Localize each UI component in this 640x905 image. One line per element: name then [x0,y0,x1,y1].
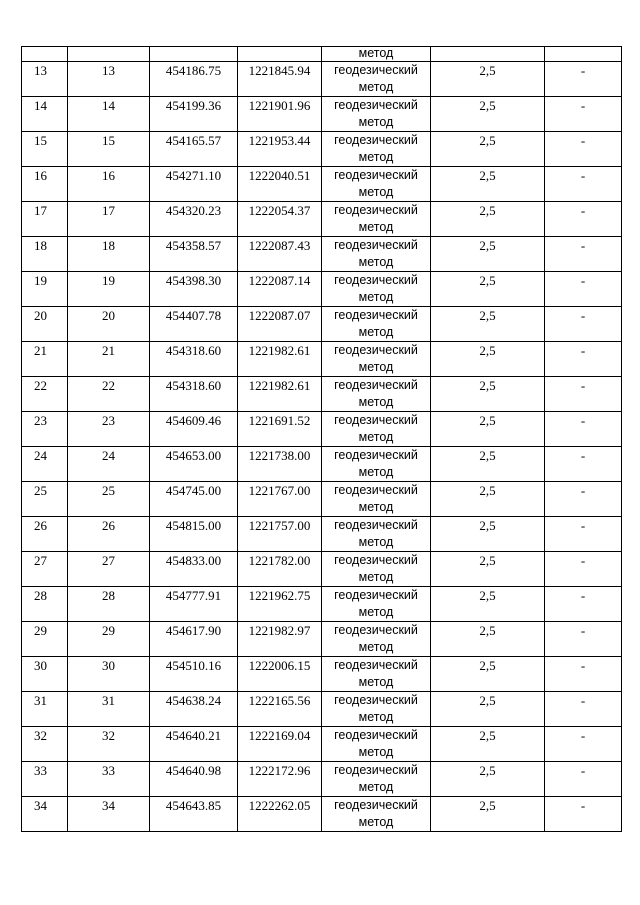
cell-note: - [545,167,622,202]
cell-y: 1221757.00 [238,517,322,552]
cell-x: 454318.60 [150,342,238,377]
cell-note: - [545,272,622,307]
cell-accuracy: 2,5 [431,342,545,377]
cell-point: 17 [68,202,150,237]
cell-y: 1221845.94 [238,62,322,97]
method-line-1: геодезический [334,798,418,812]
cell-y: 1222054.37 [238,202,322,237]
cell-accuracy: 2,5 [431,447,545,482]
cell-point: 13 [68,62,150,97]
cell-number: 25 [22,482,68,517]
cell-note: - [545,552,622,587]
cell-y: 1221982.61 [238,342,322,377]
method-line-1: геодезический [334,553,418,567]
table-row [22,797,622,832]
cell-x: 454643.85 [150,797,238,832]
method-line-2: метод [358,395,394,409]
cell-number: 28 [22,587,68,622]
table-row [22,62,622,97]
cell-accuracy: 2,5 [431,517,545,552]
cell-note: - [545,482,622,517]
cell-method [322,657,431,692]
cell-accuracy: 2,5 [431,412,545,447]
table-row [22,342,622,377]
cell-accuracy: 2,5 [431,657,545,692]
cell-note: - [545,132,622,167]
table-row [22,517,622,552]
cell-method [322,342,431,377]
cell-accuracy: 2,5 [431,377,545,412]
method-line-1: геодезический [334,168,418,182]
cell-method [322,237,431,272]
method-line-2: метод [358,815,394,829]
cell-method [322,692,431,727]
cell-method [322,517,431,552]
cell-y: 1221782.00 [238,552,322,587]
method-line-1: геодезический [334,448,418,462]
cell-number: 22 [22,377,68,412]
cell-x: 454617.90 [150,622,238,657]
method-line-2: метод [358,115,394,129]
cell-number: 34 [22,797,68,832]
method-line-2: метод [358,290,394,304]
cell-x: 454398.30 [150,272,238,307]
cell-y: 1221767.00 [238,482,322,517]
cell-accuracy: 2,5 [431,482,545,517]
method-line-1: геодезический [334,483,418,497]
cell-point: 34 [68,797,150,832]
method-line-1: геодезический [334,63,418,77]
cell-y: 1222087.07 [238,307,322,342]
cell-x: 454358.57 [150,237,238,272]
cell-note: - [545,657,622,692]
cell-note: - [545,797,622,832]
table-row [22,482,622,517]
cell-x: 454609.46 [150,412,238,447]
cell-y: 1221901.96 [238,97,322,132]
table-row [22,97,622,132]
cell-method [322,762,431,797]
coordinates-table [21,46,622,832]
cell-point: 20 [68,307,150,342]
method-line-2: метод [358,255,394,269]
cell-y: 1222169.04 [238,727,322,762]
cell-point: 22 [68,377,150,412]
cell-method [322,552,431,587]
cell-number: 27 [22,552,68,587]
cell-note: - [545,342,622,377]
cell-y: 1221738.00 [238,447,322,482]
cell-x: 454186.75 [150,62,238,97]
cell-note: - [545,377,622,412]
table-row [22,167,622,202]
cell-number: 33 [22,762,68,797]
cell-y: 1222165.56 [238,692,322,727]
cell-method [322,622,431,657]
cell-x: 454271.10 [150,167,238,202]
cell-point: 25 [68,482,150,517]
method-line-2: метод [358,465,394,479]
cell-point: 21 [68,342,150,377]
cell-number: 20 [22,307,68,342]
cell-accuracy: 2,5 [431,307,545,342]
cell-x: 454320.23 [150,202,238,237]
cell-point: 30 [68,657,150,692]
method-line-2: метод [358,80,394,94]
cell-x: 454777.91 [150,587,238,622]
table-row [22,692,622,727]
table-row [22,727,622,762]
method-line-1: геодезический [334,133,418,147]
cell-x: 454638.24 [150,692,238,727]
cell-accuracy: 2,5 [431,237,545,272]
cell-number: 32 [22,727,68,762]
cell-number: 29 [22,622,68,657]
method-line-1: геодезический [334,273,418,287]
cell-x: 454165.57 [150,132,238,167]
cell-y: 1222262.05 [238,797,322,832]
table-row [22,657,622,692]
table-row [22,762,622,797]
cell-point [68,47,150,62]
cell-method [322,167,431,202]
cell-method [322,62,431,97]
cell-y: 1222040.51 [238,167,322,202]
cell-method [322,307,431,342]
cell-accuracy: 2,5 [431,97,545,132]
cell-accuracy: 2,5 [431,692,545,727]
method-line-1: геодезический [334,98,418,112]
cell-x: 454640.21 [150,727,238,762]
cell-number: 13 [22,62,68,97]
cell-method [322,132,431,167]
cell-number: 23 [22,412,68,447]
cell-number: 26 [22,517,68,552]
cell-method [322,97,431,132]
method-line-1: геодезический [334,203,418,217]
cell-accuracy: 2,5 [431,727,545,762]
table-row [22,412,622,447]
table-body [22,47,622,832]
cell-method [322,377,431,412]
cell-x: 454510.16 [150,657,238,692]
cell-note: - [545,202,622,237]
cell-y: 1221982.61 [238,377,322,412]
cell-number: 14 [22,97,68,132]
cell-y: 1221962.75 [238,587,322,622]
cell-number: 18 [22,237,68,272]
cell-accuracy: 2,5 [431,762,545,797]
method-line-1: геодезический [334,378,418,392]
table-row [22,622,622,657]
method-line-1: геодезический [334,238,418,252]
cell-point: 28 [68,587,150,622]
cell-y: 1221982.97 [238,622,322,657]
method-line-1: геодезический [334,763,418,777]
cell-accuracy: 2,5 [431,202,545,237]
cell-accuracy: 2,5 [431,272,545,307]
method-line-1: геодезический [334,343,418,357]
method-line-2: метод [358,220,394,234]
cell-x: 454745.00 [150,482,238,517]
cell-point: 33 [68,762,150,797]
table-row [22,377,622,412]
method-line-2: метод [358,675,394,689]
cell-note: - [545,62,622,97]
method-line-1: геодезический [334,693,418,707]
cell-point: 16 [68,167,150,202]
cell-method [322,272,431,307]
cell-y: 1222172.96 [238,762,322,797]
table-row [22,132,622,167]
cell-x: 454653.00 [150,447,238,482]
table-row [22,552,622,587]
table-row [22,272,622,307]
cell-note: - [545,517,622,552]
table-row [22,307,622,342]
method-line-2: метод [358,430,394,444]
cell-x: 454199.36 [150,97,238,132]
cell-y [238,47,322,62]
method-line-2: метод [358,360,394,374]
cell-x: 454318.60 [150,377,238,412]
cell-method: метод [322,47,431,62]
cell-point: 24 [68,447,150,482]
method-line-2: метод [358,185,394,199]
cell-accuracy: 2,5 [431,622,545,657]
table-row [22,202,622,237]
cell-method [322,482,431,517]
cell-accuracy [431,47,545,62]
method-line-2: метод [358,325,394,339]
cell-note: - [545,447,622,482]
table-row [22,447,622,482]
cell-method [322,797,431,832]
table-row [22,587,622,622]
cell-note: - [545,412,622,447]
cell-y: 1221953.44 [238,132,322,167]
cell-y: 1222087.43 [238,237,322,272]
cell-point: 31 [68,692,150,727]
cell-note: - [545,762,622,797]
cell-x: 454640.98 [150,762,238,797]
cell-number: 16 [22,167,68,202]
cell-number [22,47,68,62]
cell-x: 454407.78 [150,307,238,342]
cell-y: 1222087.14 [238,272,322,307]
method-line-2: метод [358,535,394,549]
cell-point: 15 [68,132,150,167]
cell-number: 30 [22,657,68,692]
cell-point: 23 [68,412,150,447]
method-line-1: геодезический [334,518,418,532]
method-line-1: геодезический [334,728,418,742]
cell-note: - [545,727,622,762]
cell-method [322,447,431,482]
cell-y: 1222006.15 [238,657,322,692]
table-row-continued [22,47,622,62]
method-line-1: геодезический [334,413,418,427]
cell-number: 15 [22,132,68,167]
cell-note: - [545,97,622,132]
cell-point: 27 [68,552,150,587]
cell-point: 26 [68,517,150,552]
cell-x [150,47,238,62]
cell-note: - [545,692,622,727]
cell-number: 31 [22,692,68,727]
cell-note: - [545,622,622,657]
cell-method [322,587,431,622]
cell-note: - [545,237,622,272]
cell-number: 21 [22,342,68,377]
cell-accuracy: 2,5 [431,132,545,167]
cell-accuracy: 2,5 [431,552,545,587]
cell-y: 1221691.52 [238,412,322,447]
cell-method [322,202,431,237]
cell-note: - [545,587,622,622]
cell-method [322,727,431,762]
cell-accuracy: 2,5 [431,797,545,832]
cell-accuracy: 2,5 [431,167,545,202]
method-line-2: метод [358,745,394,759]
cell-point: 29 [68,622,150,657]
method-line-2: метод [358,605,394,619]
cell-x: 454815.00 [150,517,238,552]
cell-number: 24 [22,447,68,482]
method-line-1: геодезический [334,308,418,322]
cell-number: 17 [22,202,68,237]
cell-method [322,412,431,447]
method-line-2: метод [358,150,394,164]
cell-x: 454833.00 [150,552,238,587]
method-line-1: геодезический [334,623,418,637]
method-line-1: геодезический [334,588,418,602]
cell-accuracy: 2,5 [431,62,545,97]
method-line-2: метод [358,570,394,584]
method-line-2: метод [358,780,394,794]
cell-point: 19 [68,272,150,307]
table-row [22,237,622,272]
method-line-2: метод [358,500,394,514]
method-line-2: метод [358,640,394,654]
cell-note: - [545,307,622,342]
cell-point: 32 [68,727,150,762]
method-line-2: метод [358,710,394,724]
cell-point: 14 [68,97,150,132]
method-line-1: геодезический [334,658,418,672]
cell-note [545,47,622,62]
cell-accuracy: 2,5 [431,587,545,622]
cell-point: 18 [68,237,150,272]
cell-number: 19 [22,272,68,307]
